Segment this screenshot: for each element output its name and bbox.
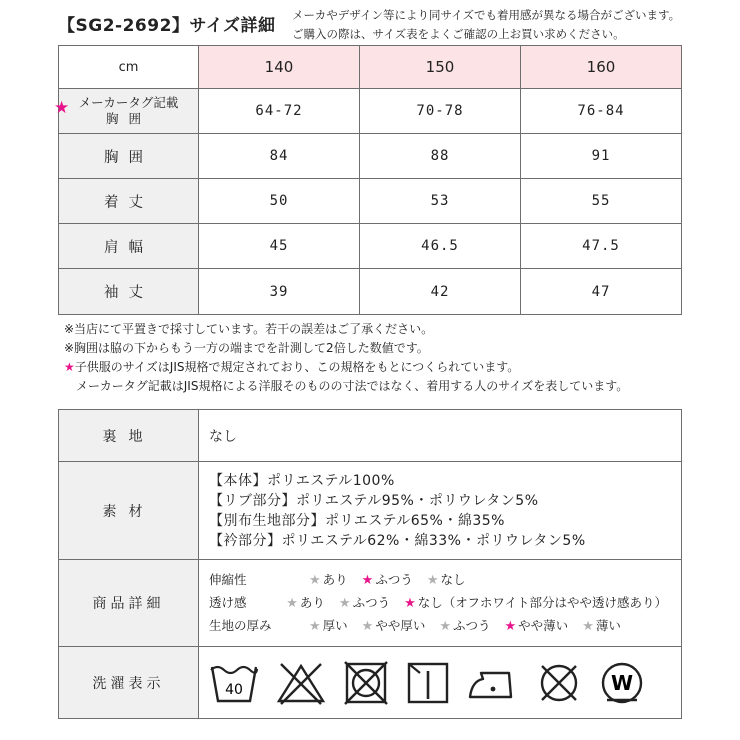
material-line: 【衿部分】ポリエステル62%・綿33%・ポリウレタン5% [209,532,586,549]
table-cell: 50 [199,179,360,224]
table-row [59,269,682,315]
spec-option-label: なし [440,571,466,587]
spec-option-label: やや薄い [518,617,569,633]
star-unselected-icon: ★ [361,618,374,634]
star-selected-icon: ★ [404,595,416,611]
star-unselected-icon: ★ [426,572,439,588]
spec-row [209,592,681,615]
table-cell: 39 [199,269,360,315]
lining-value: なし [199,410,682,462]
table-cell: 55 [521,179,682,224]
care-label: 洗濯表示 [59,647,199,719]
star-selected-icon: ★ [361,572,374,588]
spec-option-label: あり [322,571,348,587]
wet-clean-icon [599,660,645,706]
wet-clean-letter: W [610,670,634,695]
spec-option-label: なし（オフホワイト部分はやや透け感あり） [417,594,667,610]
spec-option [404,592,667,615]
table-cell: 47.5 [521,224,682,269]
no-bleach-icon [276,661,326,705]
spec-option [582,615,621,638]
spec-option [439,615,490,638]
spec-option-label: ふつう [352,594,391,610]
spec-row [209,569,681,592]
spec-option [427,569,466,592]
size-header-cell: 140 [199,46,360,89]
spec-option [286,592,325,615]
material-line: 【リブ部分】ポリエステル95%・ポリウレタン5% [209,492,539,509]
size-table [54,45,682,315]
disclaimer-line: メーカやデザイン等により同サイズでも着用感が異なる場合がございます。 [292,8,681,22]
care-icons-cell [199,647,682,719]
note-line [64,358,628,377]
no-dry-clean-icon [536,660,582,706]
material-line: 【本体】ポリエステル100% [209,472,395,489]
spec-option-label: 薄い [595,617,621,633]
row-label: 着丈 [59,179,199,224]
product-details-label: 商品詳細 [59,560,199,647]
unit-cell: cm [59,46,199,89]
size-notes [64,320,628,396]
table-cell: 46.5 [360,224,521,269]
row-label: 胸囲 [59,134,199,179]
spec-option [309,615,348,638]
table-cell: 47 [521,269,682,315]
table-cell: 88 [360,134,521,179]
line-dry-shade-icon [406,661,450,705]
spec-option-label: やや厚い [375,617,426,633]
disclaimer [292,6,680,44]
size-header-cell: 160 [521,46,682,89]
disclaimer-line: ご購入の際は、サイズ表をよくご確認の上お買い求めください。 [292,27,625,41]
size-header-cell: 150 [360,46,521,89]
product-details-row [59,560,682,647]
star-icon: ★ [54,98,70,118]
spec-option-label: あり [299,594,325,610]
material-label: 素材 [59,462,199,560]
table-cell: 53 [360,179,521,224]
spec-name: 透け感 [209,594,247,610]
star-icon: ★ [64,360,75,374]
spec-option-label: ふつう [375,571,413,587]
star-selected-icon: ★ [504,618,517,634]
spec-option [505,615,569,638]
wash-40-icon [209,661,259,705]
spec-name: 生地の厚み [209,617,272,633]
material-row [59,462,682,560]
detail-table [58,409,682,719]
size-header-row [59,46,682,89]
no-tumble-dry-icon [343,660,389,706]
spec-row [209,615,681,638]
spec-option [339,592,390,615]
star-unselected-icon: ★ [309,618,321,634]
table-cell: 76-84 [521,89,682,134]
page-title: 【SG2-2692】サイズ詳細 [58,16,276,36]
table-cell: 64-72 [199,89,360,134]
lining-label: 裏地 [59,410,199,462]
table-cell: 91 [521,134,682,179]
table-cell: 70-78 [360,89,521,134]
material-line: 【別布生地部分】ポリエステル65%・綿35% [209,512,505,529]
spec-option [362,569,413,592]
star-unselected-icon: ★ [582,618,594,634]
table-cell: 42 [360,269,521,315]
iron-low-icon [467,663,519,703]
table-row [59,224,682,269]
wash-temp: 40 [225,681,243,698]
star-unselected-icon: ★ [338,595,351,611]
star-unselected-icon: ★ [309,572,321,588]
material-content [199,462,682,560]
spec-option [309,569,348,592]
spec-option-label: 厚い [322,617,348,633]
tag-label-line2: 胸囲 [105,111,151,126]
note-line: メーカータグ記載はJIS規格による洋服そのものの寸法ではなく、着用する人のサイズを表しています。 [76,379,629,393]
star-unselected-icon: ★ [439,618,451,634]
spec-option [362,615,426,638]
note-line: ※当店にて平置きで採寸しています。若干の誤差はご了承ください。 [64,322,434,336]
note-text: 子供服のサイズはJIS規格で規定されており、この規格をもとにつくられています。 [74,360,520,374]
table-row [59,134,682,179]
tag-chest-label [54,89,199,134]
row-label: 肩幅 [59,224,199,269]
lining-row [59,410,682,462]
spec-name: 伸縮性 [209,571,247,587]
table-row [59,179,682,224]
note-line: ※胸囲は脇の下からもう一方の端までを計測して2倍した数値です。 [64,341,429,355]
row-label: 袖丈 [59,269,199,315]
care-row [59,647,682,719]
spec-option-label: ふつう [453,617,491,633]
tag-label-line1: メーカータグ記載 [78,95,179,110]
table-cell: 84 [199,134,360,179]
product-details-content [199,560,682,647]
table-cell: 45 [199,224,360,269]
tag-chest-row [59,89,682,134]
star-unselected-icon: ★ [286,595,298,611]
